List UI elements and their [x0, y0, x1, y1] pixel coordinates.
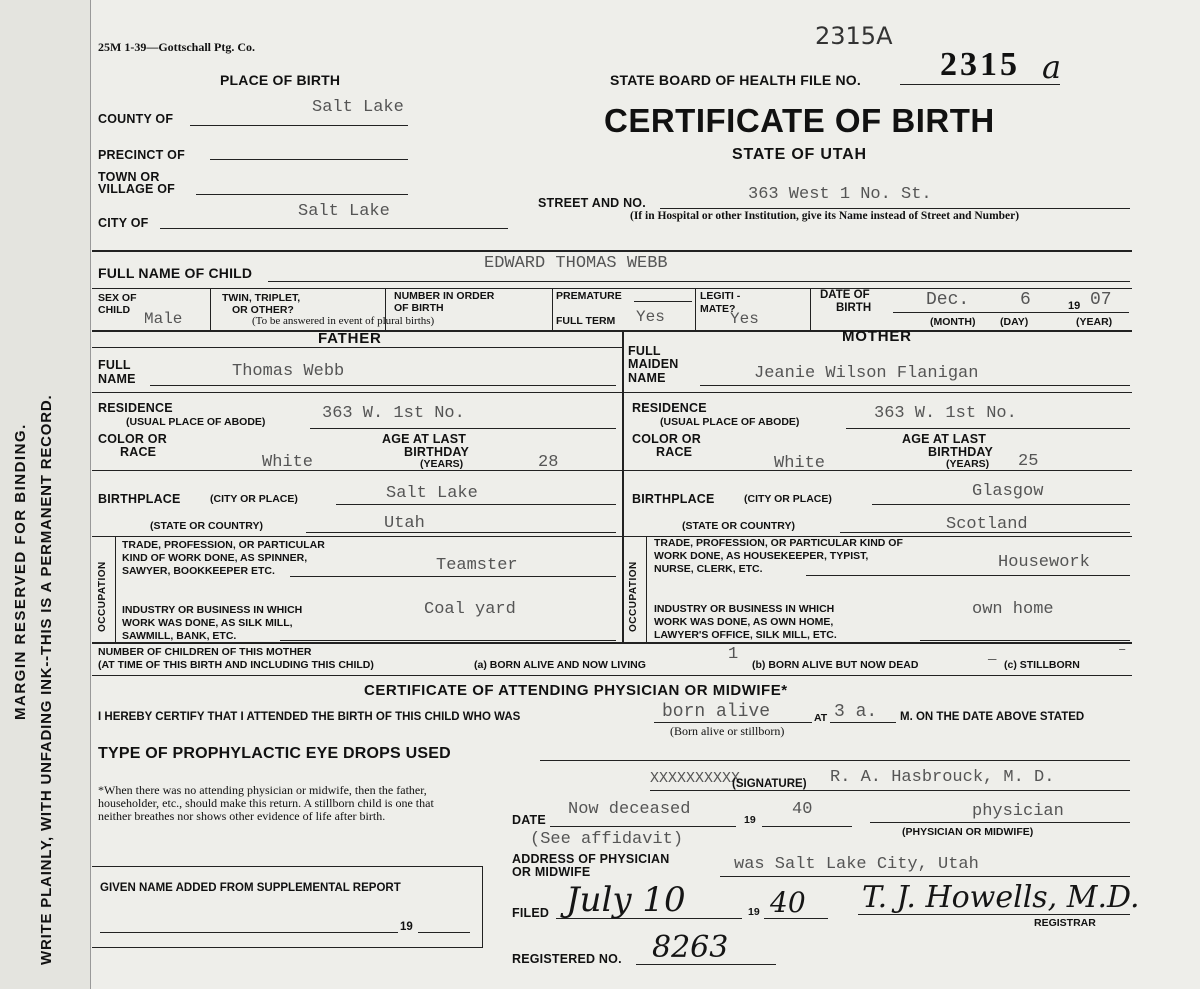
birth-month: Dec.: [926, 290, 970, 310]
father-birthplace-city: Salt Lake: [386, 484, 478, 503]
mother-age-label-2: BIRTHDAY: [928, 445, 994, 459]
registrar-label: REGISTRAR: [1034, 917, 1096, 929]
mother-residence: 363 W. 1st No.: [874, 404, 1017, 423]
legitimate-label-2: MATE?: [700, 303, 736, 315]
street-value: 363 West 1 No. St.: [748, 185, 932, 204]
mother-residence-label: RESIDENCE: [632, 401, 707, 415]
father-trade-label-3: SAWYER, BOOKKEEPER ETC.: [122, 565, 275, 577]
registered-number: 8263: [652, 930, 729, 965]
father-age-label-1: AGE AT LAST: [382, 432, 467, 446]
crossed-signature-text: XXXXXXXXXX: [650, 770, 741, 787]
day-label: (DAY): [1000, 316, 1029, 328]
father-name-label: NAME: [98, 372, 136, 386]
father-color-label-1: COLOR OR: [98, 432, 167, 446]
premature-label: PREMATURE: [556, 290, 622, 302]
mother-industry-label-3: LAWYER'S OFFICE, SILK MILL, ETC.: [654, 629, 837, 641]
margin-ink-note: WRITE PLAINLY, WITH UNFADING INK--THIS IS A PERMANENT RECORD.: [38, 394, 55, 965]
stillborn-label: (c) STILLBORN: [1004, 659, 1080, 671]
born-status: born alive: [662, 702, 771, 722]
father-city-or-place-label: (CITY OR PLACE): [210, 493, 298, 505]
order-label-1: NUMBER IN ORDER: [394, 290, 495, 302]
father-industry-label-1: INDUSTRY OR BUSINESS IN WHICH: [122, 604, 303, 616]
born-alive-dead-label: (b) BORN ALIVE BUT NOW DEAD: [752, 659, 919, 671]
father-residence-label: RESIDENCE: [98, 401, 173, 415]
mother-birthplace-label: BIRTHPLACE: [632, 492, 715, 506]
birth-time: 3 a.: [834, 702, 878, 722]
handwritten-file-number: 2315A: [815, 22, 893, 50]
date-label: DATE: [512, 813, 546, 827]
dob-label-2: BIRTH: [836, 302, 872, 314]
father-industry-label-3: SAWMILL, BANK, ETC.: [122, 630, 237, 642]
father-race: White: [262, 453, 314, 472]
filed-date: July 10: [566, 880, 686, 920]
father-trade-label-2: KIND OF WORK DONE, AS SPINNER,: [122, 552, 308, 564]
father-industry-label-2: WORK WAS DONE, AS SILK MILL,: [122, 617, 293, 629]
father-heading: FATHER: [318, 330, 382, 347]
sex-label-1: SEX OF: [98, 292, 137, 304]
filed-year-prefix: 19: [748, 906, 760, 918]
physician-certificate-heading: CERTIFICATE OF ATTENDING PHYSICIAN OR MIDWIFE*: [364, 682, 788, 699]
address-label-2: OR MIDWIFE: [512, 865, 591, 879]
date-year-prefix: 19: [744, 814, 756, 826]
born-alive-dead: —: [988, 652, 997, 668]
town-label-1: TOWN OR: [98, 170, 160, 184]
mother-heading: MOTHER: [842, 328, 912, 345]
address-label-1: ADDRESS OF PHYSICIAN: [512, 852, 670, 866]
physician-title: physician: [972, 802, 1064, 821]
twin-label-1: TWIN, TRIPLET,: [222, 292, 301, 304]
certify-text: I HEREBY CERTIFY THAT I ATTENDED THE BIRTH OF THIS CHILD WHO WAS: [98, 711, 521, 723]
father-birthplace-label: BIRTHPLACE: [98, 492, 181, 506]
filed-year: 40: [770, 886, 806, 919]
certificate-title: CERTIFICATE OF BIRTH: [604, 102, 995, 139]
street-label: STREET AND NO.: [538, 196, 646, 210]
full-term-value: Yes: [636, 308, 665, 326]
legitimate-label-1: LEGITI -: [700, 290, 741, 302]
sex-value: Male: [144, 310, 183, 328]
father-trade-label-1: TRADE, PROFESSION, OR PARTICULAR: [122, 539, 325, 551]
county-value: Salt Lake: [312, 98, 404, 117]
see-affidavit: (See affidavit): [530, 830, 684, 849]
birth-day: 6: [1020, 290, 1031, 310]
mother-age: 25: [1018, 452, 1039, 471]
registrar-signature: T. J. Howells, M.D.: [862, 880, 1140, 915]
month-label: (MONTH): [930, 316, 976, 328]
file-number-suffix: a: [1042, 48, 1062, 86]
physician-signature: R. A. Hasbrouck, M. D.: [830, 768, 1055, 787]
mother-state-or-country-label: (STATE OR COUNTRY): [682, 520, 795, 532]
mother-color-label-1: COLOR OR: [632, 432, 701, 446]
mother-industry-label-1: INDUSTRY OR BUSINESS IN WHICH: [654, 603, 835, 615]
filed-label: FILED: [512, 906, 550, 920]
order-label-2: OF BIRTH: [394, 302, 444, 314]
mother-trade-label-2: WORK DONE, AS HOUSEKEEPER, TYPIST,: [654, 550, 869, 562]
mother-name: Jeanie Wilson Flanigan: [754, 364, 979, 383]
mother-birthplace-state: Scotland: [946, 515, 1028, 534]
born-alive-living: 1: [728, 645, 739, 664]
children-label-1: NUMBER OF CHILDREN OF THIS MOTHER: [98, 646, 312, 658]
county-label: COUNTY OF: [98, 112, 174, 126]
town-label-2: VILLAGE OF: [98, 182, 175, 196]
mother-age-label-1: AGE AT LAST: [902, 432, 987, 446]
father-name: Thomas Webb: [232, 362, 345, 381]
father-residence: 363 W. 1st No.: [322, 404, 465, 423]
children-label-2: (AT TIME OF THIS BIRTH AND INCLUDING THIS CHILD): [98, 659, 374, 671]
father-state-or-country-label: (STATE OR COUNTRY): [150, 520, 263, 532]
date-value: Now deceased: [568, 800, 691, 819]
father-trade: Teamster: [436, 556, 518, 575]
mother-industry: own home: [972, 600, 1054, 619]
father-full-label: FULL: [98, 358, 131, 372]
father-industry: Coal yard: [424, 600, 516, 619]
at-label: AT: [814, 712, 828, 724]
city-value: Salt Lake: [298, 202, 390, 221]
place-of-birth-heading: PLACE OF BIRTH: [220, 72, 341, 88]
city-label: CITY OF: [98, 216, 149, 230]
state-subtitle: STATE OF UTAH: [732, 146, 867, 163]
twin-label-2: OR OTHER?: [232, 304, 294, 316]
date-above-label: M. ON THE DATE ABOVE STATED: [900, 711, 1085, 723]
supplemental-box: [92, 866, 483, 948]
supplemental-year-prefix: 19: [400, 921, 413, 933]
father-abode-label: (USUAL PLACE OF ABODE): [126, 416, 266, 428]
mother-color-label-2: RACE: [656, 445, 693, 459]
physician-address: was Salt Lake City, Utah: [734, 855, 979, 874]
child-name: EDWARD THOMAS WEBB: [484, 254, 668, 273]
signature-label: (SIGNATURE): [732, 778, 807, 790]
precinct-label: PRECINCT OF: [98, 148, 185, 162]
street-note: (If in Hospital or other Institution, give its Name instead of Street and Number): [630, 210, 1020, 222]
margin-binding-note: MARGIN RESERVED FOR BINDING.: [12, 423, 29, 720]
birth-year-prefix: 19: [1068, 300, 1081, 312]
father-birthplace-state: Utah: [384, 514, 425, 533]
file-number-label: STATE BOARD OF HEALTH FILE NO.: [610, 72, 861, 88]
plural-note: (To be answered in event of plural births): [252, 315, 435, 327]
full-term-label: FULL TERM: [556, 315, 616, 327]
born-note: (Born alive or stillborn): [670, 724, 785, 738]
mother-abode-label: (USUAL PLACE OF ABODE): [660, 416, 800, 428]
year-label: (YEAR): [1076, 316, 1113, 328]
legitimate-value: Yes: [730, 310, 759, 328]
supplemental-label: GIVEN NAME ADDED FROM SUPPLEMENTAL REPORT: [100, 882, 401, 894]
eye-drops-label: TYPE OF PROPHYLACTIC EYE DROPS USED: [98, 745, 451, 762]
father-age-label-2: BIRTHDAY: [404, 445, 470, 459]
file-number: 2315: [940, 46, 1020, 83]
mother-city-or-place-label: (CITY OR PLACE): [744, 493, 832, 505]
printer-line: 25M 1-39—Gottschall Ptg. Co.: [98, 40, 255, 54]
registered-label: REGISTERED NO.: [512, 952, 622, 966]
mother-trade-label-1: TRADE, PROFESSION, OR PARTICULAR KIND OF: [654, 537, 903, 549]
stillborn-value: –: [1118, 642, 1127, 658]
mother-occupation-label: OCCUPATION: [628, 561, 639, 632]
birth-year: 07: [1090, 290, 1112, 310]
date-year: 40: [792, 800, 813, 819]
mother-trade: Housework: [998, 553, 1090, 572]
father-years-label: (YEARS): [420, 458, 464, 470]
mother-birthplace-city: Glasgow: [972, 482, 1044, 501]
father-occupation-label: OCCUPATION: [97, 561, 108, 632]
mother-full-label: FULL: [628, 344, 661, 358]
child-name-label: FULL NAME OF CHILD: [98, 265, 253, 281]
father-color-label-2: RACE: [120, 445, 157, 459]
mother-maiden-label: MAIDEN: [628, 357, 679, 371]
binding-margin: [0, 0, 91, 989]
mother-race: White: [774, 454, 826, 473]
mother-industry-label-2: WORK WAS DONE, AS OWN HOME,: [654, 616, 834, 628]
father-age: 28: [538, 453, 559, 472]
footnote: *When there was no attending physician or midwife, then the father, householder, etc., should make this return. A stillborn child is one that neither breathes nor shows other evidence of life after birth.: [98, 783, 434, 823]
born-alive-living-label: (a) BORN ALIVE AND NOW LIVING: [474, 659, 646, 671]
dob-label-1: DATE OF: [820, 289, 870, 301]
mother-years-label: (YEARS): [946, 458, 990, 470]
sex-label-2: CHILD: [98, 304, 131, 316]
mother-trade-label-3: NURSE, CLERK, ETC.: [654, 563, 763, 575]
physician-or-midwife-label: (PHYSICIAN OR MIDWIFE): [902, 826, 1034, 838]
mother-name-label: NAME: [628, 371, 666, 385]
